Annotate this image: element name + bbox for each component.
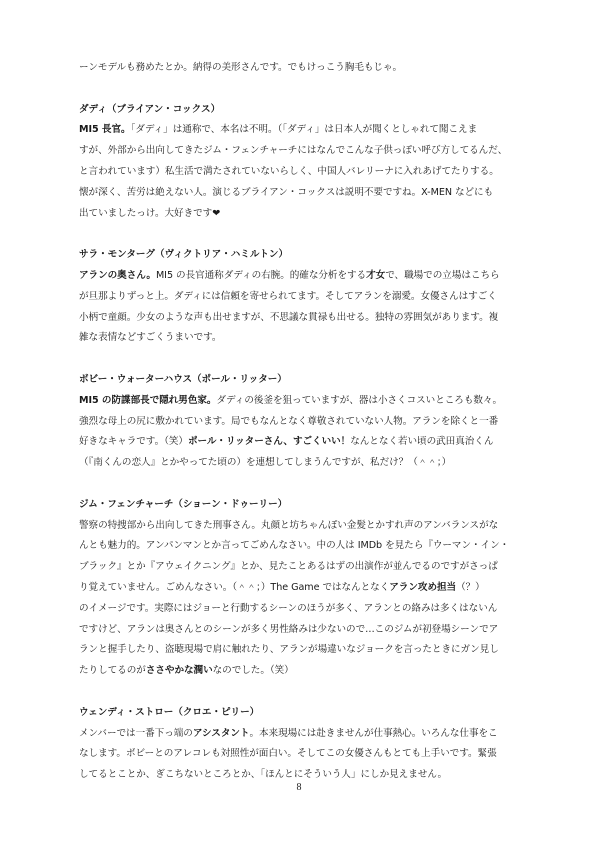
section-bobby (79, 370, 529, 474)
section-spacer (79, 474, 529, 495)
page-number: 8 (296, 782, 302, 793)
section-heading: サラ・モンターグ（ヴィクトリア・ハミルトン） (79, 249, 289, 261)
body-text: が旦那よりずっと上。ダディには信頼を寄せられてます。そしてアランを溺愛。女優さんはすごく (79, 290, 497, 302)
body-line (79, 391, 529, 412)
body-line (79, 557, 529, 578)
body-text: り覚えていません。ごめんなさい。（＾＾；）The Game ではなんとなく (79, 581, 390, 593)
section-heading: ボビー・ウォーターハウス（ポール・リッター） (79, 373, 287, 385)
document-body (79, 58, 529, 786)
section-intro-tail (79, 58, 529, 79)
body-text: ダディの後釜を狙っていますが、器は小さくコスいところも数々。 (216, 394, 503, 406)
body-text: 強烈な母上の尻に敷かれています。局でもなんとなく尊敬されていない人物。アランを除くと一番 (79, 415, 499, 427)
body-line (79, 640, 529, 661)
body-line (79, 578, 529, 599)
emphasis-text: ポール・リッターさん、すごくいい！ (187, 436, 351, 448)
section-jim (79, 495, 529, 682)
emphasis-text: MI5 の防諜部長で隠れ男色家。 (79, 394, 217, 406)
body-line (79, 141, 529, 162)
body-line (79, 516, 529, 537)
section-spacer (79, 682, 529, 703)
body-line (79, 432, 529, 453)
body-text: ランと握手したり、盗聴現場で肩に触れたり、アランが場違いなジョークを言ったときにガン見し (79, 644, 499, 656)
body-text: 小柄で童顔。少女のような声も出せますが、不思議な貫禄も出せる。独特の雰囲気があります。複 (79, 311, 499, 323)
emphasis-text: アランの奥さん。 (79, 269, 156, 281)
body-line (79, 661, 529, 682)
emphasis-text: 才女 (366, 269, 386, 281)
body-line (79, 453, 529, 474)
body-text: メンバーでは一番下っ端の (79, 727, 193, 739)
section-heading: ウェンディ・ストロー（クロエ・ピリー） (79, 706, 260, 718)
body-line (79, 308, 529, 329)
body-text: 雑な表情などすごくうまいです。 (79, 332, 222, 344)
emphasis-text: アシスタント (192, 727, 250, 739)
body-text: ーンモデルも務めたとか。納得の美形さんです。でもけっこう胸毛もじゃ。 (79, 62, 403, 73)
emphasis-text: MI5 長官。 (79, 124, 131, 136)
body-text: MI5 の長官通称ダディの右腕。的確な分析をする (155, 269, 367, 281)
section-spacer (79, 224, 529, 245)
body-line (79, 58, 529, 79)
section-wendy (79, 703, 529, 786)
body-line (79, 287, 529, 308)
body-line (79, 412, 529, 433)
body-line (79, 328, 529, 349)
body-text: のイメージです。実際にはジョーと行動するシーンのほうが多く、アランとの絡みは多くはないん (79, 602, 498, 614)
section-spacer (79, 349, 529, 370)
emphasis-text: ささやかな潤い (145, 665, 213, 677)
body-line (79, 599, 529, 620)
body-text: で、職場での立場はこちら (385, 269, 500, 281)
body-text: 警察の特捜部から出向してきた刑事さん。丸顔と坊ちゃんぽい金髪とかすれ声のアンバランスがな (79, 519, 499, 531)
emphasis-text: アラン攻め担当 (389, 581, 457, 593)
section-daddy (79, 100, 529, 225)
body-line (79, 266, 529, 287)
body-text: んとも魅力的。アンパンマンとか言ってごめんなさい。中の人は IMDb を見たら『ウーマン・イン・ (79, 540, 510, 552)
body-text: 懐が深く、苦労は絶えない人。演じるブライアン・コックスは説明不要ですね。X-MEN などにも (79, 186, 494, 198)
body-text: すが、外部から出向してきたジム・フェンチャーチにはなんでこんな子供っぽい呼び方してるんだ、 (79, 145, 508, 157)
body-text: なんとなく若い頃の武田真治くん (350, 436, 494, 448)
body-line (79, 724, 529, 745)
body-line (79, 536, 529, 557)
body-text: たりしてるのが (79, 665, 146, 677)
body-line (79, 204, 529, 225)
section-spacer (79, 79, 529, 100)
section-sarah (79, 245, 529, 349)
body-text: 。本来現場には赴きませんが仕事熱心。いろんな仕事をこ (249, 727, 498, 739)
body-line (79, 744, 529, 765)
body-line (79, 120, 529, 141)
body-text: してるとことか、ぎこちないところとか、「ほんとにそういう人」にしか見えません。 (79, 769, 447, 781)
body-text: （？） (456, 581, 485, 593)
body-line (79, 620, 529, 641)
body-text: と言われています）私生活で満たされていないらしく、中国人バレリーナに入れあげてたりする。 (79, 165, 499, 177)
body-text: ですけど、アランは奥さんとのシーンが多く男性絡みは少ないので…このジムが初登場シーンでア (79, 623, 499, 635)
body-text: なのでした。（笑） (212, 665, 294, 677)
section-heading: ダディ（ブライアン・コックス） (79, 103, 221, 115)
section-heading: ジム・フェンチャーチ（ショーン・ドゥーリー） (79, 498, 288, 510)
body-text: （『南くんの恋人』とかやってた頃の）を連想してしまうんですが、私だけ？（＾＾；） (79, 457, 452, 469)
body-text: なします。ボビーとのアレコレも対照性が面白い。そしてこの女優さんもとても上手いです。緊張 (79, 748, 497, 760)
body-line (79, 183, 529, 204)
body-text: 好きなキャラです。（笑） (79, 436, 188, 448)
body-text: 「ダディ」は通称で、本名は不明。（「ダディ」は日本人が聞くとしゃれて聞こえま (130, 124, 478, 136)
body-text: 出ていましたっけ。大好きです❤ (79, 207, 221, 219)
body-text: ブラック』とか『アウェイクニング』とか、見たことあるはずの出演作が並んでるのですがさっぱ (79, 561, 498, 573)
body-line (79, 162, 529, 183)
